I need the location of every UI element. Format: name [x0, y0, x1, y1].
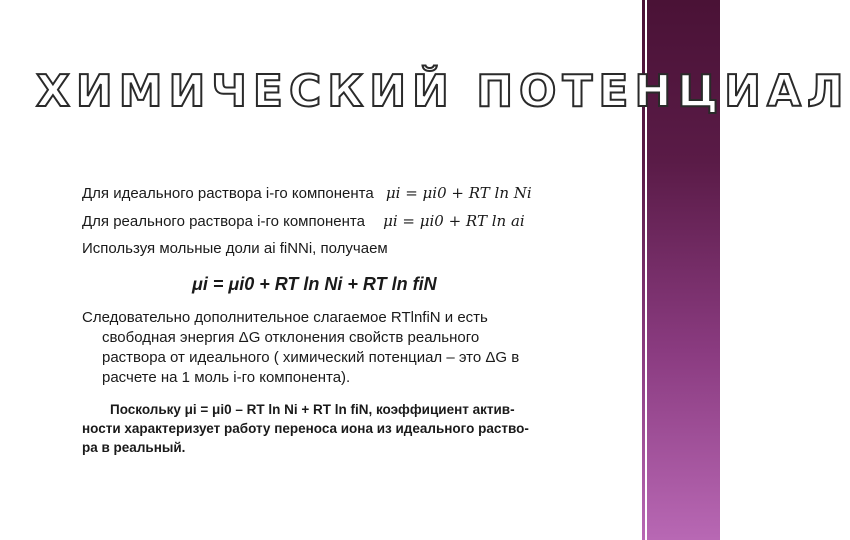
mole-fraction-line: Используя мольные доли ai fiNNi, получаем [82, 240, 388, 257]
paragraph2-line3: ра в реальный. [82, 440, 186, 455]
paragraph2-line1: Поскольку μi = μi0 – RT ln Ni + RT ln fiN, коэффициент актив- [110, 402, 515, 417]
ideal-solution-formula: μi = μi0 + RT ln Ni [385, 184, 532, 202]
real-solution-text: Для реального раствора i-го компонента [82, 213, 365, 230]
paragraph1-line2: свободная энергия ΔG отклонения свойств реального [102, 329, 480, 346]
activity-coefficient-paragraph [82, 400, 582, 457]
paragraph1-line4: расчете на 1 моль i-го компонента). [102, 369, 351, 386]
ideal-solution-line [82, 184, 532, 203]
real-solution-formula: μi = μi0 + RT ln ai [383, 212, 525, 230]
main-formula: μi = μi0 + RT ln Ni + RT ln fiN [192, 274, 437, 294]
real-solution-line [82, 212, 525, 231]
paragraph1-line3: раствора от идеального ( химический потенциал – это ΔG в [102, 349, 520, 366]
paragraph1-line1: Следовательно дополнительное слагаемое RTlnfiN и есть [82, 309, 488, 326]
excess-term-paragraph [82, 308, 562, 388]
slide-title: ХИМИЧЕСКИЙ ПОТЕНЦИАЛ [36, 66, 850, 117]
ideal-solution-text: Для идеального раствора i-го компонента [82, 185, 374, 202]
paragraph2-line2: ности характеризует работу переноса иона из идеального раство- [82, 421, 529, 436]
